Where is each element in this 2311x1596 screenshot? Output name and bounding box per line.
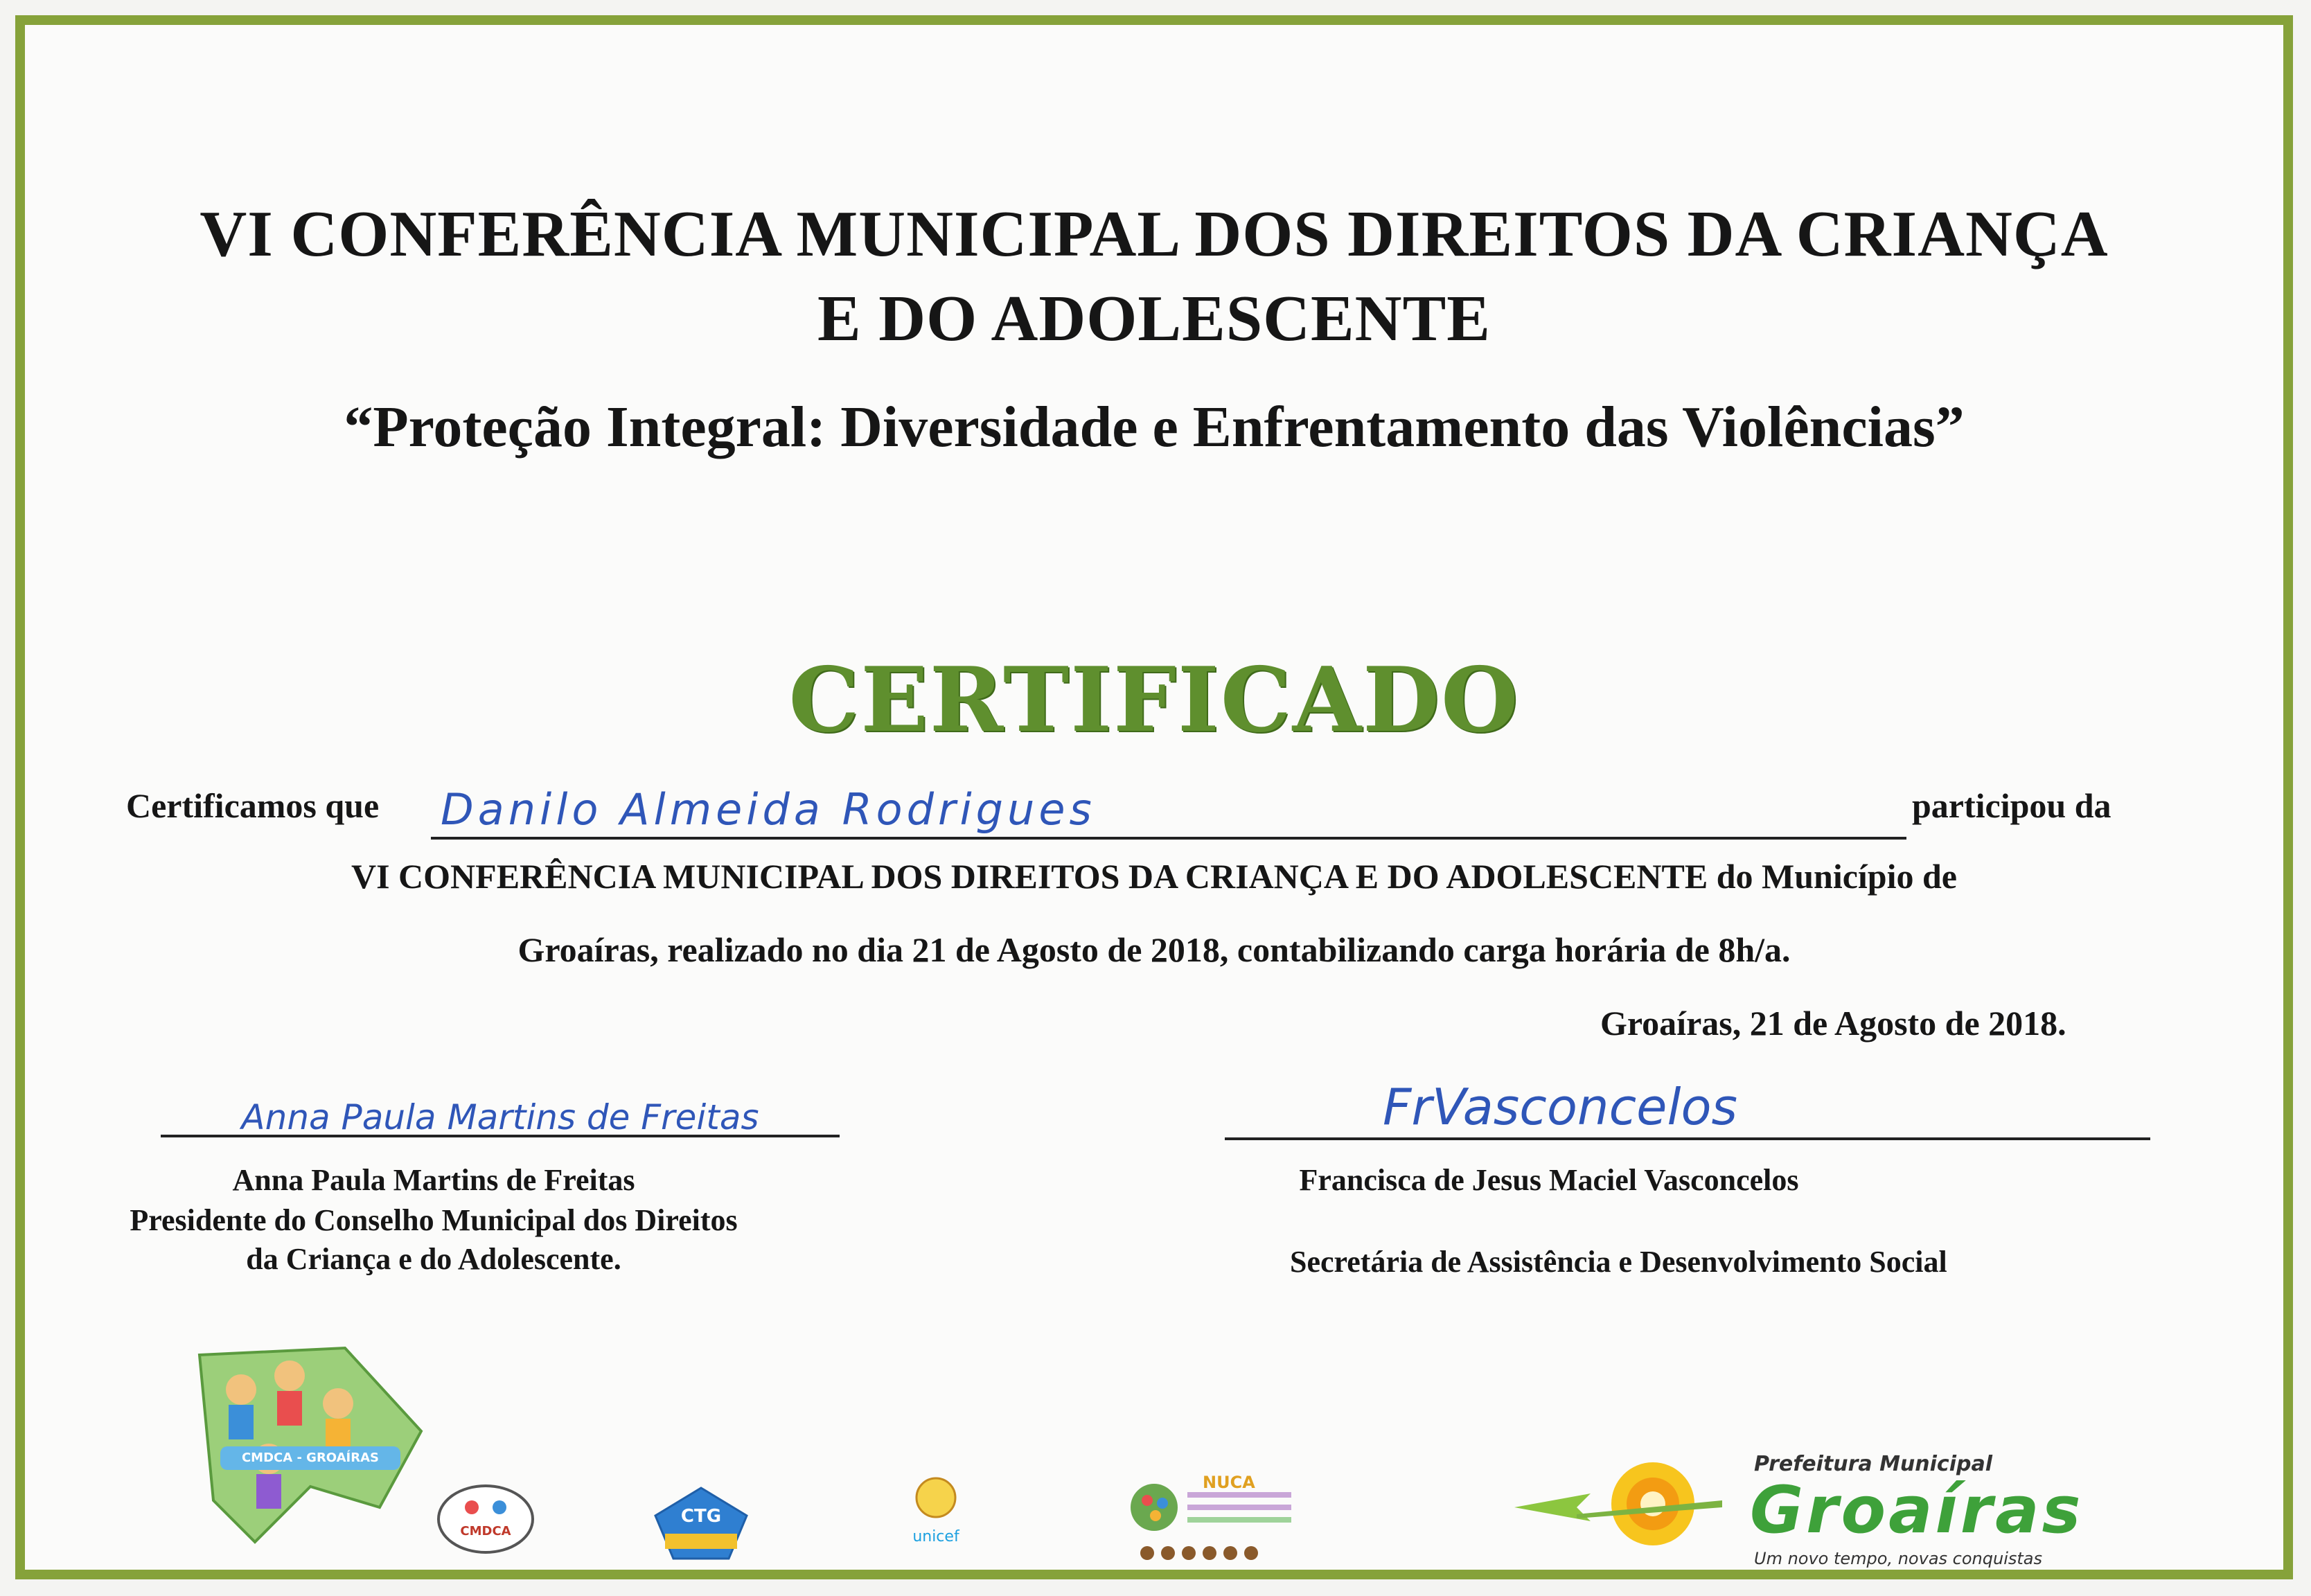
place-date: Groaíras, 21 de Agosto de 2018. [1600, 1004, 2066, 1043]
ctg-logo [653, 1485, 750, 1561]
cmdca-seal-text: CMDCA [460, 1524, 511, 1539]
participant-name: Danilo Almeida Rodrigues [441, 784, 1096, 835]
left-signer-name: Anna Paula Martins de Freitas [232, 1163, 635, 1197]
cmdca-map-logo [172, 1327, 435, 1549]
prefeitura-logo [1514, 1452, 2207, 1577]
cmdca-seal-logo [434, 1481, 538, 1557]
prefeitura-top-text: Prefeitura Municipal [1754, 1452, 1992, 1476]
ctg-text: CTG [680, 1506, 722, 1527]
conference-title-line2: E DO ADOLESCENTE [817, 283, 1491, 355]
left-signature-line [161, 1135, 840, 1137]
nuca-text: NUCA [1203, 1473, 1255, 1492]
body-line-2: VI CONFERÊNCIA MUNICIPAL DOS DIREITOS DA CRIANÇA E DO ADOLESCENTE do Município de [351, 857, 1958, 896]
conference-theme: “Proteção Integral: Diversidade e Enfrentamento das Violências” [344, 395, 1965, 459]
participated-text: participou da [1912, 786, 2111, 825]
right-signer-name: Francisca de Jesus Maciel Vasconcelos [1299, 1163, 1799, 1197]
certificate-title: CERTIFICADO [788, 648, 1520, 752]
prefeitura-slogan: Um novo tempo, novas conquistas [1754, 1549, 2042, 1568]
right-handwritten-signature: FrVasconcelos [1383, 1078, 1738, 1136]
certificate-page [15, 15, 2293, 1579]
unicef-logo [891, 1473, 981, 1556]
cmdca-banner-text: CMDCA - GROAÍRAS [241, 1451, 380, 1465]
left-handwritten-signature: Anna Paula Martins de Freitas [241, 1097, 759, 1137]
nuca-logo [1126, 1473, 1307, 1563]
right-signer-role: Secretária de Assistência e Desenvolvimento Social [1290, 1245, 1947, 1279]
unicef-text: unicef [912, 1528, 959, 1545]
left-signer-role-1: Presidente do Conselho Municipal dos Direitos [130, 1203, 738, 1237]
conference-title-line1: VI CONFERÊNCIA MUNICIPAL DOS DIREITOS DA CRIANÇA [200, 198, 2109, 270]
right-signature-line [1225, 1137, 2150, 1140]
prefeitura-name: Groaíras [1750, 1473, 2084, 1548]
certify-lead: Certificamos que [126, 786, 380, 825]
body-line-3: Groaíras, realizado no dia 21 de Agosto de 2018, contabilizando carga horária de 8h/a. [517, 930, 1791, 969]
left-signer-role-2: da Criança e do Adolescente. [246, 1242, 621, 1276]
